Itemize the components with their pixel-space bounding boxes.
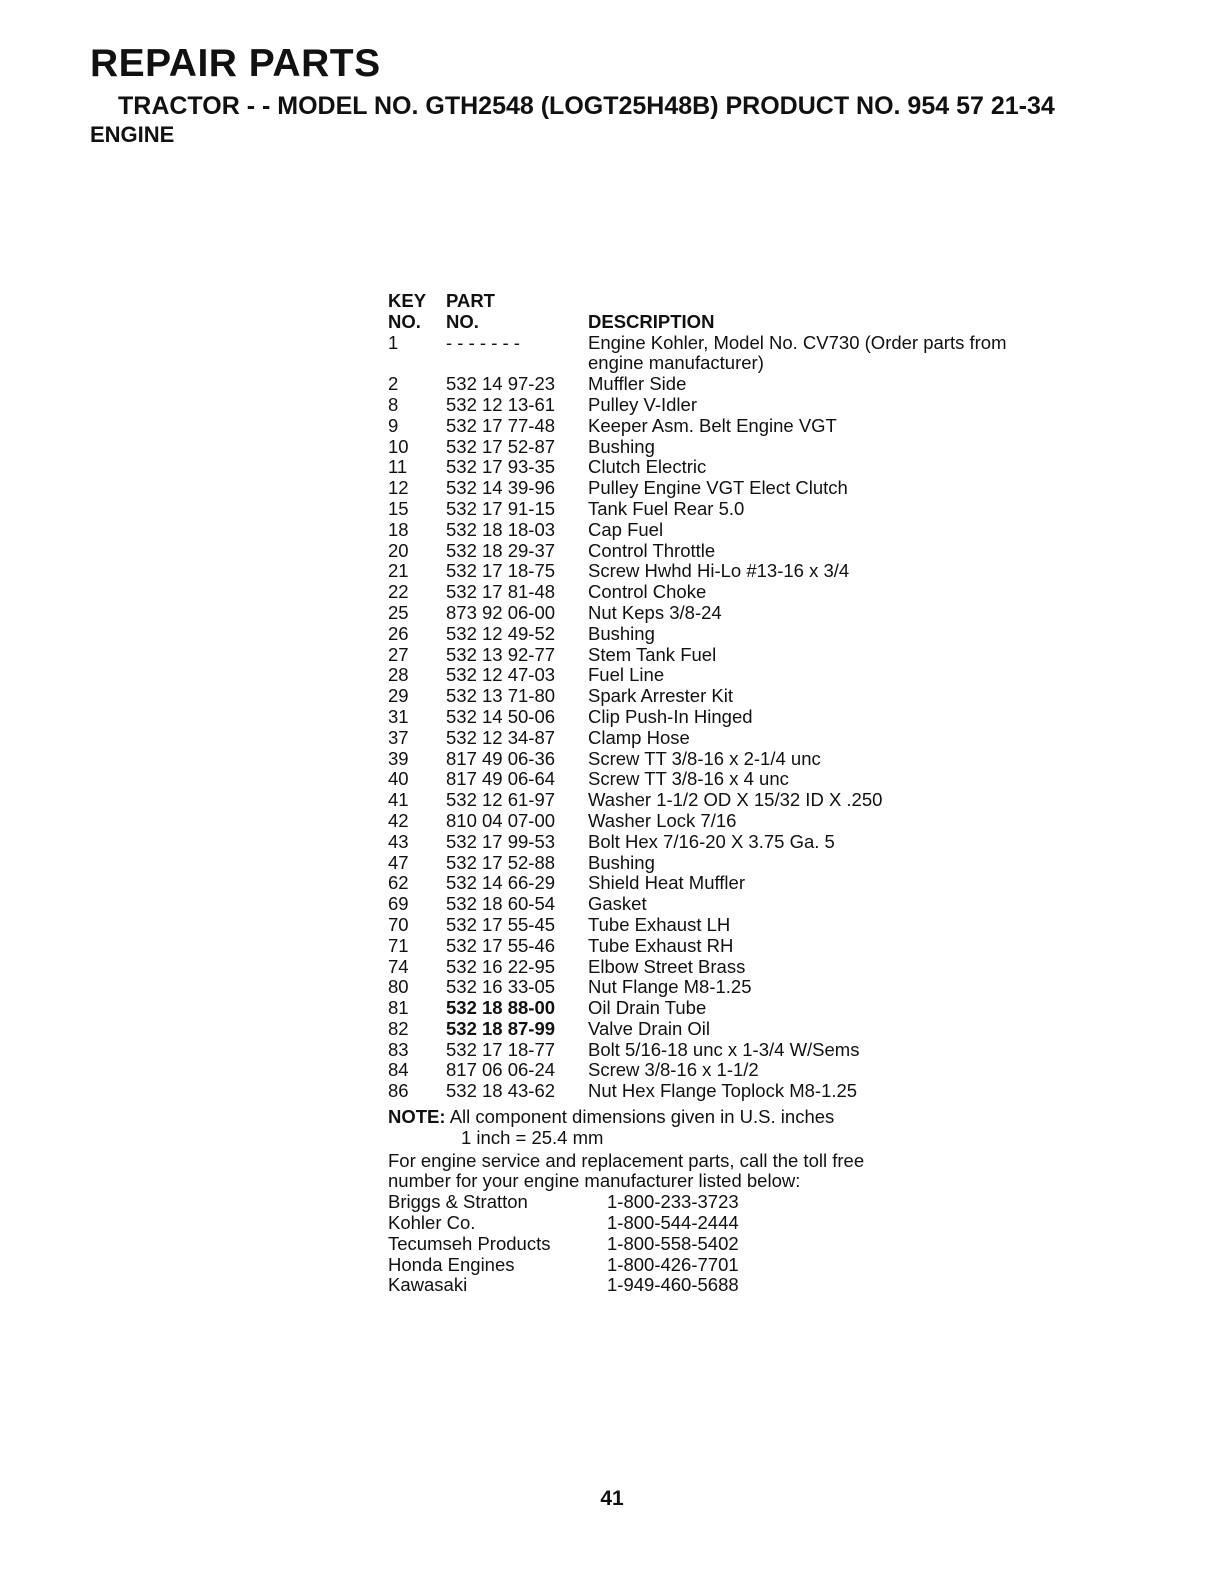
key-cell: 43	[388, 830, 409, 852]
table-row	[388, 603, 1088, 624]
part-cell: 817 06 06-24	[446, 1059, 556, 1081]
key-cell: 37	[388, 726, 409, 748]
description-cell: Bolt 5/16-18 unc x 1-3/4 W/Sems	[588, 1038, 860, 1060]
key-cell: 74	[388, 955, 409, 977]
table-header-row-bottom	[388, 312, 1088, 333]
key-cell: 25	[388, 601, 409, 623]
part-cell: 810 04 07-00	[446, 809, 556, 831]
table-row	[388, 561, 1088, 582]
key-cell: 84	[388, 1059, 409, 1081]
key-cell: 69	[388, 893, 409, 915]
key-cell: 41	[388, 789, 409, 811]
manufacturer-phone: 1-800-426-7701	[607, 1253, 739, 1275]
key-cell: 80	[388, 976, 409, 998]
key-cell: 70	[388, 913, 409, 935]
key-cell: 9	[388, 414, 399, 436]
table-row	[388, 686, 1088, 707]
description-cell: Screw TT 3/8-16 x 2-1/4 unc	[588, 747, 821, 769]
part-cell: 532 17 81-48	[446, 581, 556, 603]
description-line: Engine Kohler, Model No. CV730 (Order parts from	[588, 331, 1007, 353]
manufacturer-contacts	[388, 1192, 1088, 1296]
key-cell: 83	[388, 1038, 409, 1060]
manufacturer-phone: 1-800-544-2444	[607, 1212, 739, 1234]
part-cell: 532 18 88-00	[446, 997, 556, 1019]
manufacturer-name: Honda Engines	[388, 1253, 515, 1275]
description-cell: Valve Drain Oil	[588, 1017, 711, 1039]
description-cell: Screw 3/8-16 x 1-1/2	[588, 1059, 759, 1081]
key-cell: 47	[388, 851, 409, 873]
description-cell: Stem Tank Fuel	[588, 643, 717, 665]
table-row	[388, 1019, 1088, 1040]
part-cell: 532 12 34-87	[446, 726, 556, 748]
key-cell: 10	[388, 435, 409, 457]
part-cell: 532 17 55-45	[446, 913, 556, 935]
description-cell: Muffler Side	[588, 373, 687, 395]
note	[388, 1107, 1088, 1149]
table-row	[388, 437, 1088, 458]
part-cell: 532 14 50-06	[446, 705, 556, 727]
table-row	[388, 374, 1088, 395]
note-line: All component dimensions given in U.S. inches	[449, 1106, 835, 1128]
description-cell: Nut Flange M8-1.25	[588, 976, 752, 998]
table-row	[388, 957, 1088, 978]
key-cell: 22	[388, 581, 409, 603]
model-subtitle: TRACTOR - - MODEL NO. GTH2548 (LOGT25H48B) PRODUCT NO. 954 57 21-34	[118, 92, 1055, 120]
part-cell: 532 17 52-87	[446, 435, 556, 457]
parts-rows	[388, 374, 1088, 1102]
description-cell: Control Choke	[588, 581, 707, 603]
key-cell: 15	[388, 497, 409, 519]
description-cell: Clamp Hose	[588, 726, 690, 748]
table-row	[388, 707, 1088, 728]
contact-row	[388, 1275, 1088, 1296]
table-row	[388, 873, 1088, 894]
table-row	[388, 749, 1088, 770]
part-cell: 532 13 71-80	[446, 685, 556, 707]
page-title: REPAIR PARTS	[90, 42, 381, 85]
key-cell: 26	[388, 622, 409, 644]
page-number: 41	[600, 1487, 624, 1510]
description-header: DESCRIPTION	[588, 310, 715, 332]
key-header-top: KEY	[388, 290, 427, 311]
key-cell: 29	[388, 685, 409, 707]
part-cell: 873 92 06-00	[446, 601, 556, 623]
part-header-top: PART	[446, 290, 495, 311]
table-row	[388, 582, 1088, 603]
key-cell: 81	[388, 997, 409, 1019]
part-cell: 532 14 39-96	[446, 477, 556, 499]
table-row	[388, 645, 1088, 666]
part-cell: 532 12 47-03	[446, 664, 556, 686]
contact-row	[388, 1192, 1088, 1213]
table-row	[388, 811, 1088, 832]
description-cell: Clutch Electric	[588, 456, 707, 478]
table-row	[388, 832, 1088, 853]
description-cell: Tube Exhaust RH	[588, 934, 734, 956]
key-cell: 71	[388, 934, 409, 956]
manufacturer-phone: 1-949-460-5688	[607, 1274, 739, 1296]
part-cell: 532 17 77-48	[446, 414, 556, 436]
description-cell: Bolt Hex 7/16-20 X 3.75 Ga. 5	[588, 830, 835, 852]
description-cell: Washer Lock 7/16	[588, 809, 737, 831]
contact-row	[388, 1234, 1088, 1255]
part-cell: - - - - - - -	[446, 331, 520, 353]
description-cell: Bushing	[588, 851, 655, 873]
description-cell: Gasket	[588, 893, 647, 915]
table-row	[388, 728, 1088, 749]
description-line: engine manufacturer)	[588, 352, 764, 374]
part-cell: 532 17 93-35	[446, 456, 556, 478]
key-cell: 21	[388, 560, 409, 582]
description-cell: Bushing	[588, 435, 655, 457]
key-cell: 8	[388, 393, 399, 415]
description-cell: Keeper Asm. Belt Engine VGT	[588, 414, 837, 436]
description-cell: Pulley Engine VGT Elect Clutch	[588, 477, 848, 499]
key-cell: 86	[388, 1080, 409, 1102]
description-cell: Tube Exhaust LH	[588, 913, 731, 935]
table-row	[388, 977, 1088, 998]
manufacturer-name: Kawasaki	[388, 1274, 468, 1296]
key-cell: 1	[388, 331, 399, 353]
table-row	[388, 998, 1088, 1019]
part-cell: 532 18 43-62	[446, 1080, 556, 1102]
key-cell: 20	[388, 539, 409, 561]
table-row	[388, 665, 1088, 686]
description-cell: Fuel Line	[588, 664, 665, 686]
description-cell: Tank Fuel Rear 5.0	[588, 497, 745, 519]
part-header-bottom: NO.	[446, 310, 479, 332]
service-line: For engine service and replacement parts, call the toll free	[388, 1149, 865, 1171]
part-cell: 532 17 55-46	[446, 934, 556, 956]
manufacturer-phone: 1-800-558-5402	[607, 1232, 739, 1254]
section-heading: ENGINE	[90, 122, 175, 147]
key-cell: 2	[388, 373, 399, 395]
table-row	[388, 395, 1088, 416]
note-label: NOTE:	[388, 1106, 446, 1128]
part-cell: 532 17 18-77	[446, 1038, 556, 1060]
manufacturer-phone: 1-800-233-3723	[607, 1191, 739, 1213]
table-row	[388, 520, 1088, 541]
table-row	[388, 853, 1088, 874]
table-row	[388, 915, 1088, 936]
description-cell: Screw TT 3/8-16 x 4 unc	[588, 768, 789, 790]
key-cell: 11	[388, 456, 408, 478]
key-cell: 12	[388, 477, 409, 499]
part-cell: 532 12 61-97	[446, 789, 556, 811]
part-cell: 532 12 13-61	[446, 393, 556, 415]
table-row	[388, 1060, 1088, 1081]
part-cell: 532 18 18-03	[446, 518, 556, 540]
contact-row	[388, 1213, 1088, 1234]
description-cell: Oil Drain Tube	[588, 997, 707, 1019]
description-cell: Elbow Street Brass	[588, 955, 746, 977]
key-cell: 39	[388, 747, 409, 769]
key-cell: 27	[388, 643, 409, 665]
key-header-bottom: NO.	[388, 310, 421, 332]
description-cell: Washer 1-1/2 OD X 15/32 ID X .250	[588, 789, 883, 811]
note-line: 1 inch = 25.4 mm	[461, 1126, 604, 1148]
part-cell: 532 18 29-37	[446, 539, 556, 561]
part-cell: 532 14 66-29	[446, 872, 556, 894]
key-cell: 18	[388, 518, 409, 540]
description-cell: Clip Push-In Hinged	[588, 705, 753, 727]
table-row	[388, 769, 1088, 790]
description-cell: Nut Hex Flange Toplock M8-1.25	[588, 1080, 858, 1102]
part-cell: 532 12 49-52	[446, 622, 556, 644]
manufacturer-name: Kohler Co.	[388, 1212, 476, 1234]
part-cell: 532 17 99-53	[446, 830, 556, 852]
table-row	[388, 1081, 1088, 1102]
description-cell: Shield Heat Muffler	[588, 872, 745, 894]
table-header-row-top	[388, 291, 1088, 312]
part-cell: 532 18 60-54	[446, 893, 556, 915]
part-cell: 532 16 33-05	[446, 976, 556, 998]
description-cell	[588, 333, 1088, 375]
parts-content	[388, 291, 1088, 1296]
part-cell: 817 49 06-64	[446, 768, 556, 790]
key-cell: 62	[388, 872, 409, 894]
table-row	[388, 333, 1088, 375]
key-cell: 31	[388, 705, 409, 727]
table-row	[388, 790, 1088, 811]
description-cell: Screw Hwhd Hi-Lo #13-16 x 3/4	[588, 560, 850, 582]
key-cell: 28	[388, 664, 409, 686]
service-info	[388, 1151, 1088, 1193]
key-cell: 40	[388, 768, 409, 790]
description-cell: Spark Arrester Kit	[588, 685, 733, 707]
table-row	[388, 541, 1088, 562]
table-row	[388, 1040, 1088, 1061]
description-cell: Control Throttle	[588, 539, 716, 561]
table-row	[388, 624, 1088, 645]
service-line: number for your engine manufacturer listed below:	[388, 1170, 801, 1192]
part-cell: 532 18 87-99	[446, 1017, 556, 1039]
table-row	[388, 499, 1088, 520]
part-cell: 532 17 18-75	[446, 560, 556, 582]
part-cell: 532 17 91-15	[446, 497, 556, 519]
description-cell: Pulley V-Idler	[588, 393, 697, 415]
table-row	[388, 936, 1088, 957]
table-row	[388, 478, 1088, 499]
manufacturer-name: Briggs & Stratton	[388, 1191, 528, 1213]
key-cell: 82	[388, 1017, 409, 1039]
table-row	[388, 457, 1088, 478]
table-row	[388, 416, 1088, 437]
key-cell: 42	[388, 809, 409, 831]
part-cell: 532 13 92-77	[446, 643, 556, 665]
part-cell: 817 49 06-36	[446, 747, 556, 769]
part-cell: 532 16 22-95	[446, 955, 556, 977]
part-cell: 532 17 52-88	[446, 851, 556, 873]
part-cell: 532 14 97-23	[446, 373, 556, 395]
description-cell: Nut Keps 3/8-24	[588, 601, 722, 623]
manufacturer-name: Tecumseh Products	[388, 1232, 551, 1254]
contact-row	[388, 1255, 1088, 1276]
description-cell: Cap Fuel	[588, 518, 664, 540]
table-row	[388, 894, 1088, 915]
description-cell: Bushing	[588, 622, 655, 644]
